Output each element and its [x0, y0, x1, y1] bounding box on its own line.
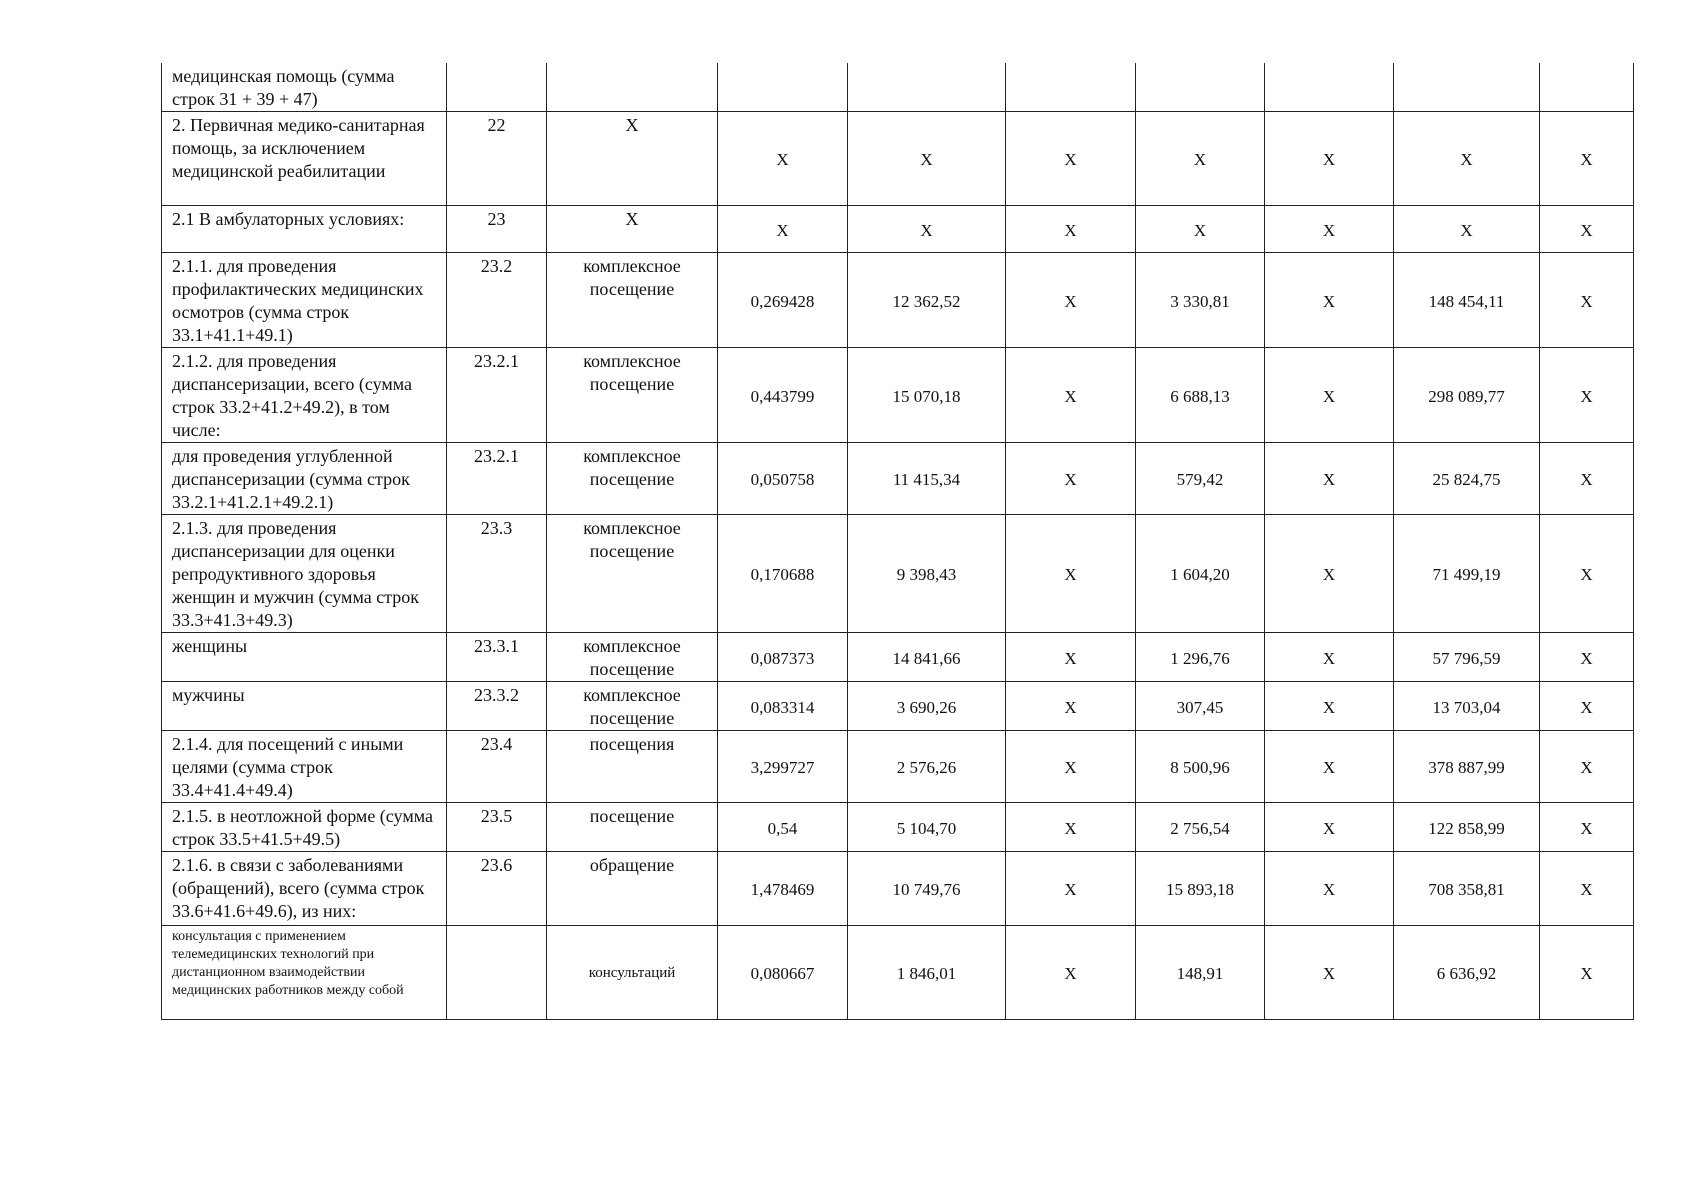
value-cell-3: X: [1006, 803, 1136, 852]
value-cell-6: X: [1394, 206, 1540, 253]
value-cell-3: X: [1006, 682, 1136, 731]
value-cell-6: 57 796,59: [1394, 633, 1540, 682]
table-body: [162, 63, 1634, 1020]
row-name-cell: 2.1.1. для проведения профилактических медицинских осмотров (сумма строк 33.1+41.1+49.1): [162, 253, 447, 348]
value-cell-1: 3,299727: [718, 731, 848, 803]
value-cell-2: 2 576,26: [848, 731, 1006, 803]
value-cell-5: X: [1265, 926, 1394, 1020]
unit-cell: комплексное посещение: [547, 348, 718, 443]
value-cell-6: 71 499,19: [1394, 515, 1540, 633]
unit-cell: комплексное посещение: [547, 253, 718, 348]
value-cell-2: 10 749,76: [848, 852, 1006, 926]
value-cell-6: 25 824,75: [1394, 443, 1540, 515]
value-cell-4: 307,45: [1136, 682, 1265, 731]
value-cell-2: 1 846,01: [848, 926, 1006, 1020]
value-cell-6: 6 636,92: [1394, 926, 1540, 1020]
unit-cell: консультаций: [547, 926, 718, 1020]
table-row: [162, 112, 1634, 206]
value-cell-7: X: [1540, 443, 1634, 515]
data-table: [161, 63, 1634, 1020]
unit-cell: комплексное посещение: [547, 633, 718, 682]
value-cell-3: [1006, 63, 1136, 112]
unit-cell: комплексное посещение: [547, 443, 718, 515]
value-cell-7: X: [1540, 731, 1634, 803]
value-cell-3: X: [1006, 253, 1136, 348]
row-name-cell: 2. Первичная медико-санитарная помощь, за исключением медицинской реабилитации: [162, 112, 447, 206]
table-row: [162, 206, 1634, 253]
value-cell-1: 0,170688: [718, 515, 848, 633]
value-cell-4: 148,91: [1136, 926, 1265, 1020]
table-row: [162, 633, 1634, 682]
value-cell-7: [1540, 63, 1634, 112]
value-cell-4: X: [1136, 206, 1265, 253]
value-cell-7: X: [1540, 206, 1634, 253]
row-code-cell: 23.5: [447, 803, 547, 852]
value-cell-1: 0,54: [718, 803, 848, 852]
value-cell-3: X: [1006, 515, 1136, 633]
row-code-cell: 23.3: [447, 515, 547, 633]
value-cell-3: X: [1006, 206, 1136, 253]
row-name-cell: 2.1 В амбулаторных условиях:: [162, 206, 447, 253]
row-name-cell: 2.1.4. для посещений с иными целями (сумма строк 33.4+41.4+49.4): [162, 731, 447, 803]
value-cell-6: 122 858,99: [1394, 803, 1540, 852]
value-cell-4: 2 756,54: [1136, 803, 1265, 852]
table-row: [162, 515, 1634, 633]
value-cell-1: X: [718, 112, 848, 206]
value-cell-2: 5 104,70: [848, 803, 1006, 852]
value-cell-1: 0,087373: [718, 633, 848, 682]
table-row: [162, 253, 1634, 348]
value-cell-1: 0,269428: [718, 253, 848, 348]
unit-cell: комплексное посещение: [547, 515, 718, 633]
value-cell-3: X: [1006, 926, 1136, 1020]
value-cell-3: X: [1006, 348, 1136, 443]
row-code-cell: 23.2: [447, 253, 547, 348]
value-cell-3: X: [1006, 443, 1136, 515]
value-cell-6: X: [1394, 112, 1540, 206]
table-row: [162, 731, 1634, 803]
value-cell-6: 298 089,77: [1394, 348, 1540, 443]
unit-cell: посещения: [547, 731, 718, 803]
value-cell-3: X: [1006, 731, 1136, 803]
value-cell-4: 8 500,96: [1136, 731, 1265, 803]
row-name-cell: консультация с применением телемедицинских технологий при дистанционном взаимодействии медицинских работников между собой: [162, 926, 447, 1020]
value-cell-1: 0,050758: [718, 443, 848, 515]
table-row: [162, 63, 1634, 112]
row-name-cell: 2.1.3. для проведения диспансеризации для оценки репродуктивного здоровья женщин и мужчин (сумма строк 33.3+41.3+49.3): [162, 515, 447, 633]
value-cell-1: [718, 63, 848, 112]
value-cell-5: X: [1265, 515, 1394, 633]
value-cell-4: [1136, 63, 1265, 112]
row-code-cell: [447, 63, 547, 112]
unit-cell: X: [547, 112, 718, 206]
value-cell-5: X: [1265, 348, 1394, 443]
row-name-cell: женщины: [162, 633, 447, 682]
table-row: [162, 682, 1634, 731]
value-cell-7: X: [1540, 803, 1634, 852]
row-code-cell: 23.3.2: [447, 682, 547, 731]
value-cell-2: 15 070,18: [848, 348, 1006, 443]
row-name-cell: 2.1.6. в связи с заболеваниями (обращений), всего (сумма строк 33.6+41.6+49.6), из них:: [162, 852, 447, 926]
unit-cell: X: [547, 206, 718, 253]
value-cell-7: X: [1540, 112, 1634, 206]
value-cell-2: 12 362,52: [848, 253, 1006, 348]
row-name-cell: медицинская помощь (сумма строк 31 + 39 + 47): [162, 63, 447, 112]
value-cell-7: X: [1540, 682, 1634, 731]
row-code-cell: 23: [447, 206, 547, 253]
value-cell-5: X: [1265, 206, 1394, 253]
table-row: [162, 803, 1634, 852]
row-name-cell: 2.1.2. для проведения диспансеризации, всего (сумма строк 33.2+41.2+49.2), в том числе:: [162, 348, 447, 443]
value-cell-5: X: [1265, 253, 1394, 348]
value-cell-7: X: [1540, 515, 1634, 633]
table-row: [162, 443, 1634, 515]
row-code-cell: 22: [447, 112, 547, 206]
value-cell-6: 148 454,11: [1394, 253, 1540, 348]
value-cell-7: X: [1540, 926, 1634, 1020]
value-cell-6: 708 358,81: [1394, 852, 1540, 926]
value-cell-1: X: [718, 206, 848, 253]
value-cell-5: X: [1265, 112, 1394, 206]
unit-cell: посещение: [547, 803, 718, 852]
value-cell-2: 3 690,26: [848, 682, 1006, 731]
row-name-cell: 2.1.5. в неотложной форме (сумма строк 33.5+41.5+49.5): [162, 803, 447, 852]
value-cell-5: X: [1265, 731, 1394, 803]
value-cell-7: X: [1540, 348, 1634, 443]
value-cell-1: 1,478469: [718, 852, 848, 926]
row-code-cell: 23.2.1: [447, 348, 547, 443]
row-code-cell: [447, 926, 547, 1020]
value-cell-4: 15 893,18: [1136, 852, 1265, 926]
value-cell-1: 0,080667: [718, 926, 848, 1020]
value-cell-2: 9 398,43: [848, 515, 1006, 633]
row-name-cell: для проведения углубленной диспансеризации (сумма строк 33.2.1+41.2.1+49.2.1): [162, 443, 447, 515]
value-cell-4: 3 330,81: [1136, 253, 1265, 348]
row-code-cell: 23.2.1: [447, 443, 547, 515]
unit-cell: обращение: [547, 852, 718, 926]
value-cell-2: X: [848, 112, 1006, 206]
value-cell-5: [1265, 63, 1394, 112]
value-cell-6: 13 703,04: [1394, 682, 1540, 731]
value-cell-2: [848, 63, 1006, 112]
unit-cell: [547, 63, 718, 112]
value-cell-7: X: [1540, 253, 1634, 348]
value-cell-5: X: [1265, 682, 1394, 731]
value-cell-3: X: [1006, 112, 1136, 206]
row-code-cell: 23.3.1: [447, 633, 547, 682]
value-cell-2: 11 415,34: [848, 443, 1006, 515]
value-cell-4: 579,42: [1136, 443, 1265, 515]
value-cell-3: X: [1006, 852, 1136, 926]
value-cell-1: 0,443799: [718, 348, 848, 443]
value-cell-1: 0,083314: [718, 682, 848, 731]
value-cell-5: X: [1265, 803, 1394, 852]
value-cell-2: X: [848, 206, 1006, 253]
row-name-cell: мужчины: [162, 682, 447, 731]
value-cell-6: 378 887,99: [1394, 731, 1540, 803]
value-cell-3: X: [1006, 633, 1136, 682]
value-cell-4: 1 296,76: [1136, 633, 1265, 682]
value-cell-5: X: [1265, 633, 1394, 682]
value-cell-4: 1 604,20: [1136, 515, 1265, 633]
row-code-cell: 23.4: [447, 731, 547, 803]
table-row: [162, 348, 1634, 443]
value-cell-7: X: [1540, 852, 1634, 926]
value-cell-2: 14 841,66: [848, 633, 1006, 682]
table-row: [162, 852, 1634, 926]
value-cell-5: X: [1265, 852, 1394, 926]
row-code-cell: 23.6: [447, 852, 547, 926]
value-cell-7: X: [1540, 633, 1634, 682]
value-cell-6: [1394, 63, 1540, 112]
unit-cell: комплексное посещение: [547, 682, 718, 731]
value-cell-4: X: [1136, 112, 1265, 206]
value-cell-4: 6 688,13: [1136, 348, 1265, 443]
table-row: [162, 926, 1634, 1020]
value-cell-5: X: [1265, 443, 1394, 515]
